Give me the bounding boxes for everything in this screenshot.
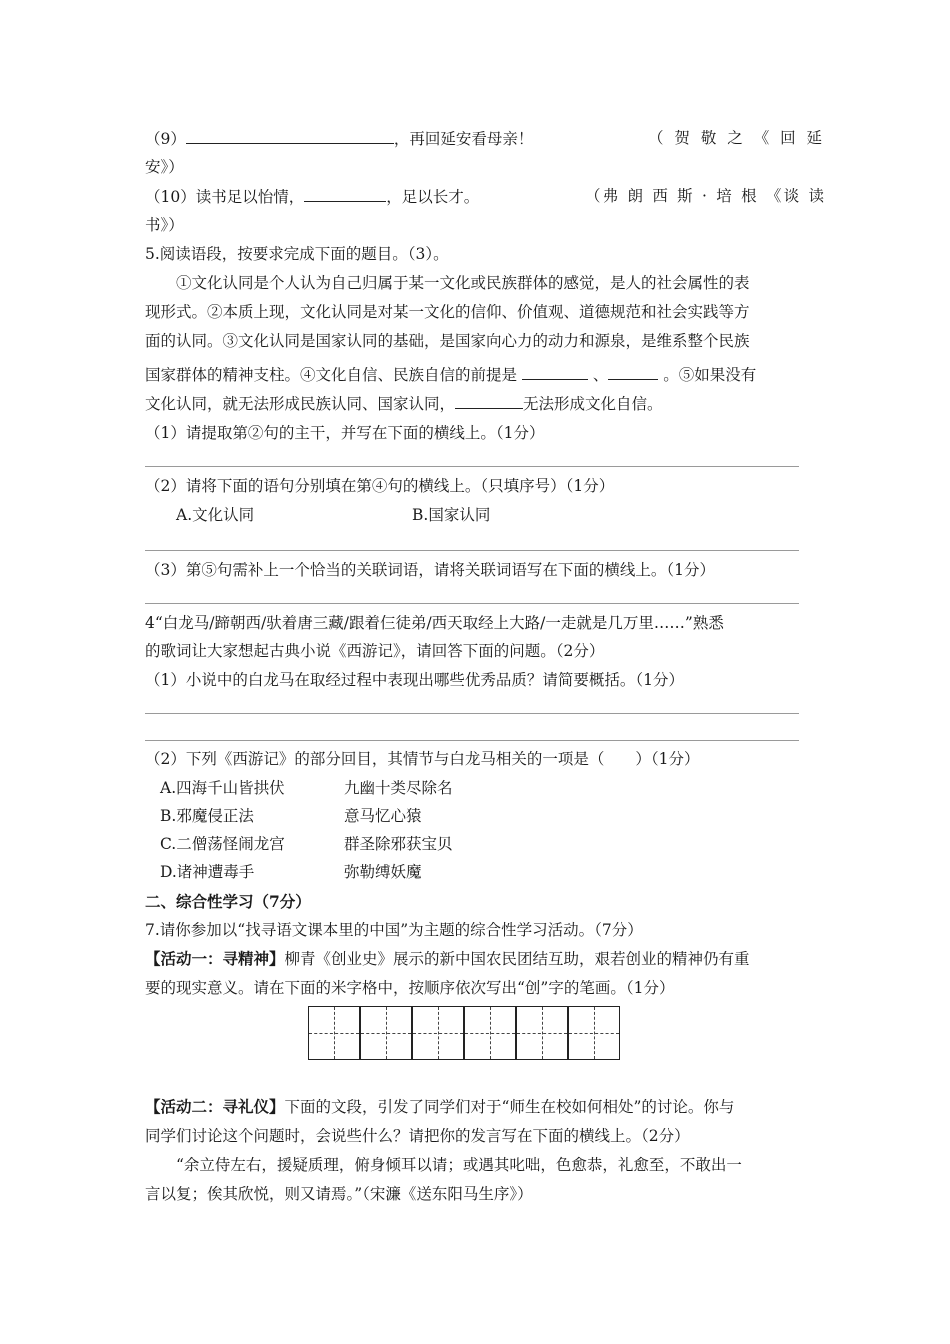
- q4-option-d-second: 弥勒缚妖魔: [344, 863, 422, 881]
- q5-title: 5.阅读语段，按要求完成下面的题目。（3）。: [145, 245, 449, 263]
- q5-blank-3[interactable]: [455, 393, 523, 409]
- q4-sub2: （2）下列《西游记》的部分回目，其情节与白龙马相关的一项是（ ）（1分）: [145, 750, 700, 768]
- grid-cell[interactable]: [464, 1006, 516, 1060]
- q5-sub2: （2）请将下面的语句分别填在第④句的横线上。（只填序号）（1分）: [145, 477, 615, 495]
- q5-paragraph-line: 面的认同。③文化认同是国家认同的基础，是国家向心力的动力和源泉，是维系整个民族: [145, 332, 750, 350]
- activity-2-cont: 同学们讨论这个问题时，会说些什么？请把你的发言写在下面的横线上。（2分）: [145, 1127, 690, 1145]
- answer-line[interactable]: [145, 603, 799, 604]
- q4-option-d-first: D.诸神遭毒手: [160, 863, 255, 881]
- q5-paragraph-line: [145, 393, 663, 414]
- section-heading: 二、综合性学习（7分）: [145, 892, 311, 911]
- q5-p4-sep: 、: [587, 366, 609, 384]
- q9-source: （ 贺 敬 之 《 回 延: [648, 129, 826, 147]
- grid-cell[interactable]: [516, 1006, 568, 1060]
- q10-text-head: （10）读书足以怡情，: [145, 188, 305, 206]
- q4-sub1: （1）小说中的白龙马在取经过程中表现出哪些优秀品质？请简要概括。（1分）: [145, 671, 684, 689]
- q4-option-c-first: C.二僧荡怪闹龙宫: [160, 835, 285, 853]
- classical-quote: “余立侍左右，援疑质理，俯身倾耳以请；或遇其叱咄，色愈恭，礼愈至，不敢出一: [176, 1156, 742, 1174]
- answer-line[interactable]: [145, 713, 799, 714]
- grid-cell[interactable]: [360, 1006, 412, 1060]
- q5-paragraph-line: ①文化认同是个人认为自己归属于某一文化或民族群体的感觉，是人的社会属性的表: [176, 274, 750, 292]
- q9-source-cont: 安》）: [145, 158, 184, 176]
- q5-sub3: （3）第⑤句需补上一个恰当的关联词语，请将关联词语写在下面的横线上。（1分）: [145, 561, 715, 579]
- q10-source-cont: 书》）: [145, 216, 184, 234]
- q5-p4-tail: 。⑤如果没有: [658, 366, 757, 384]
- grid-cell[interactable]: [568, 1006, 620, 1060]
- activity-1-line: [145, 949, 750, 969]
- q5-p5-text: 文化认同，就无法形成民族认同、国家认同，: [145, 395, 456, 413]
- q4-option-a-second: 九幽十类尽除名: [344, 779, 453, 797]
- q4-intro-cont: 的歌词让大家想起古典小说《西游记》，请回答下面的问题。（2分）: [145, 642, 605, 660]
- q4-option-a-first: A.四海千山皆拱伏: [160, 779, 285, 797]
- q10-text-tail: ，足以长才。: [386, 188, 480, 206]
- q5-p5-tail: 无法形成文化自信。: [523, 395, 663, 413]
- q4-intro: 4“白龙马/蹄朝西/驮着唐三藏/跟着仨徒弟/西天取经上大路/一走就是几万里……”熟悉: [145, 614, 724, 632]
- activity-2-text: 下面的文段，引发了同学们对于“师生在校如何相处”的讨论。你与: [284, 1098, 735, 1116]
- q5-option-a: A.文化认同: [176, 506, 255, 524]
- q5-blank-2[interactable]: [608, 364, 658, 380]
- activity-1-label: 【活动一：寻精神】: [145, 949, 285, 968]
- writing-grid[interactable]: [308, 1006, 620, 1060]
- q9-answer-blank[interactable]: [186, 128, 394, 144]
- q5-paragraph-line: 现形式。②本质上现，文化认同是对某一文化的信仰、价值观、道德规范和社会实践等方: [145, 303, 750, 321]
- q10-source: （弗 朗 西 斯 · 培 根 《谈 读: [585, 187, 827, 205]
- q7-title: 7.请你参加以“找寻语文课本里的中国”为主题的综合性学习活动。（7分）: [145, 921, 643, 939]
- grid-cell[interactable]: [412, 1006, 464, 1060]
- q4-option-c-second: 群圣除邪获宝贝: [344, 835, 453, 853]
- activity-2-label: 【活动二：寻礼仪】: [145, 1097, 285, 1116]
- classical-quote-cont: 言以复；俟其欣悦，则又请焉。”（宋濂《送东阳马生序》）: [145, 1185, 533, 1203]
- q4-option-b-second: 意马忆心猿: [344, 807, 422, 825]
- grid-cell[interactable]: [308, 1006, 360, 1060]
- q5-option-b: B.国家认同: [412, 506, 491, 524]
- q10-answer-blank[interactable]: [304, 186, 386, 202]
- q4-option-b-first: B.邪魔侵正法: [160, 807, 254, 825]
- q5-sub1: （1）请提取第②句的主干，并写在下面的横线上。（1分）: [145, 424, 545, 442]
- q5-paragraph-line: [145, 364, 756, 385]
- q5-p4-text: 国家群体的精神支柱。④文化自信、民族自信的前提是: [145, 366, 522, 384]
- answer-line[interactable]: [145, 740, 799, 741]
- answer-line[interactable]: [145, 466, 799, 467]
- activity-1-cont: 要的现实意义。请在下面的米字格中，按顺序依次写出“创”字的笔画。（1分）: [145, 979, 675, 997]
- q10-line: [145, 186, 479, 207]
- q9-number: （9）: [145, 130, 186, 148]
- q9-line: [145, 128, 533, 149]
- activity-2-line: [145, 1097, 734, 1117]
- q5-blank-1[interactable]: [522, 364, 588, 380]
- answer-line[interactable]: [145, 550, 799, 551]
- q9-text: ，再回延安看母亲！: [393, 130, 534, 148]
- activity-1-text: 柳青《创业史》展示的新中国农民团结互助，艰若创业的精神仍有重: [284, 950, 750, 968]
